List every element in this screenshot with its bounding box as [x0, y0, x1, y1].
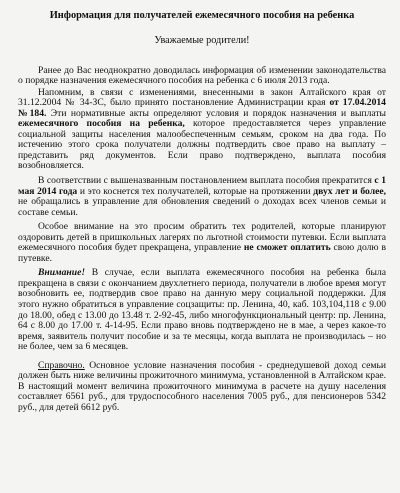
paragraph-law-change: Напомним, в связи с изменениями, внесенными в закон Алтайского края от 31.12.2004 № 34-ЗС, было принято постановление Администрации края от 17.04.2014 №184. Эти нормативные акты определяют условия и порядок назначения и выплаты ежемесячного пособия на ребенка, которое предоставляется через управление социальной защиты населения малообеспеченным семьям, сроком на два года. По истечению этого срока получатели должны подтвердить свое право на выплату – представить ряд документов. Если право подтверждено, выплата пособия возобновляется. [18, 86, 387, 172]
paragraph-intro: Ранее до Вас неоднократно доводилась информация об изменении законодательства о порядке назначения ежемесячного пособия на ребенка с 6 июля 2013 года. [18, 64, 386, 87]
paragraph-reference: Справочно. Основное условие назначения пособия - среднедушевой доход семьи должен быть ниже величины прожиточного минимума, установленной в Алтайском крае. В настоящий момент величина прожиточного минимума в расчете на душу населения составляет 6561 руб., для трудоспособного населения 7005 руб., для пенсионеров 5342 руб., для детей 6612 руб. [18, 359, 386, 413]
paragraph-attention: Внимание! В случае, если выплата ежемесячного пособия на ребенка была прекращена в связи с окончанием двухлетнего периода, получатели в любое время могут возобновить ее, подтвердив свое право на данную меру социальной поддержки. Для этого нужно обратиться в управление соцзащиты: пр. Ленина, 40, каб. 103,104,118 с 9.00 до 18.00, обед с 13.00 до 13.48 т. 2-92-45, либо многофункциональный центр: пр. Ленина, 64 с 8.00 до 17.00 т. 4-14-95. Если право вновь подтверждено не в мае, а через какое-то время, заявитель получит пособие и за те месяцы, когда выплата не производилась – но не более, чем за 6 месяцев. [18, 267, 386, 353]
document-title: Информация для получателей ежемесячного пособия на ребенка [49, 10, 355, 21]
greeting: Уважаемые родители! [154, 35, 250, 46]
paragraph-camps: Особое внимание на это просим обратить тех родителей, которые планируют оздоровить детей в пришкольных лагерях по льготной стоимости путевки. Если выплата ежемесячного пособия будет прекращена, управление не сможет оплатить свою долю в путевке. [18, 221, 386, 264]
paragraph-termination: В соответствии с вышеназванным постановлением выплата пособия прекратится с 1 мая 2014 года и это коснется тех получателей, которые на протяжении двух лет и более, не обращались в управление для обновления сведений о доходах всех членов семьи и составе семьи. [18, 175, 386, 218]
